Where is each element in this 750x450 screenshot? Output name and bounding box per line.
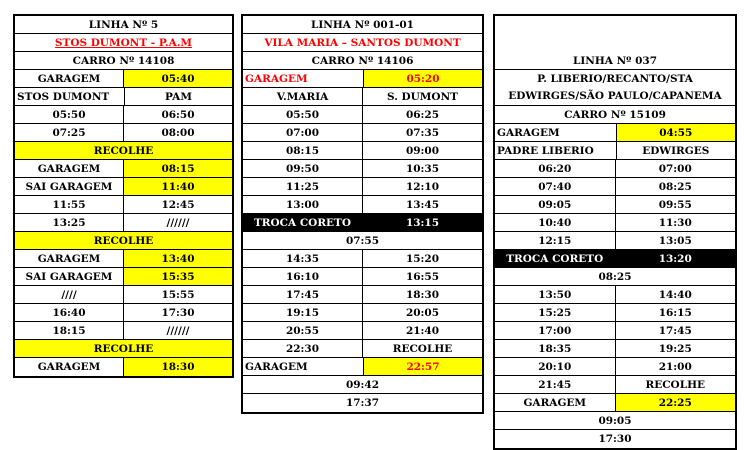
time-cell: 07:55 (345, 234, 380, 247)
garage-label: GARAGEM (497, 126, 560, 139)
time-cell: 05:50 (52, 108, 86, 121)
schedule-table-line-5 (13, 14, 234, 378)
garage-row (15, 358, 232, 376)
garage-departure-row (495, 124, 735, 142)
time-cell: 07:40 (538, 180, 572, 193)
column-header-origin: PADRE LIBERIO (497, 144, 594, 157)
table-row (243, 196, 482, 214)
garage-row (243, 358, 482, 376)
column-header-row (15, 88, 232, 106)
table-row (15, 286, 232, 304)
garage-label: GARAGEM (523, 396, 587, 409)
schedule-table-line-037 (493, 14, 737, 450)
time-cell: 21:40 (362, 322, 482, 339)
route-row (243, 34, 482, 52)
time-cell: 17:45 (615, 322, 736, 339)
table-row (243, 322, 482, 340)
garage-label: GARAGEM (245, 360, 308, 373)
troca-coreto-row (243, 214, 482, 232)
table-row (495, 340, 735, 358)
garage-time: 05:40 (123, 70, 232, 87)
car-row (15, 52, 232, 70)
table-row (495, 304, 735, 322)
column-header-destination: EDWIRGES (616, 142, 736, 159)
troca-coreto-label: TROCA CORETO (243, 214, 362, 231)
leave-garage-row (15, 268, 232, 286)
time-cell: 15:20 (362, 250, 482, 267)
table-row (15, 106, 232, 124)
time-cell: 09:55 (615, 196, 736, 213)
time-cell: //// (61, 288, 77, 301)
leave-garage-time: 11:40 (123, 178, 232, 195)
time-cell: ////// (123, 322, 232, 339)
time-cell: 11:25 (285, 180, 320, 193)
table-row (243, 286, 482, 304)
recolhe-row (15, 340, 232, 358)
time-cell: 09:00 (362, 142, 482, 159)
table-row (15, 196, 232, 214)
table-row (15, 304, 232, 322)
time-cell: 08:25 (598, 270, 632, 283)
column-header-destination: S. DUMONT (362, 88, 482, 105)
time-cell: 07:25 (52, 126, 86, 139)
table-row (495, 358, 735, 376)
table-row (495, 160, 735, 178)
troca-coreto-label: TROCA CORETO (495, 250, 615, 267)
time-cell: 21:00 (615, 358, 736, 375)
single-time-row (495, 412, 735, 430)
table-row (243, 250, 482, 268)
garage-row (495, 394, 735, 412)
column-header-destination: PAM (124, 88, 232, 105)
garage-label: GARAGEM (245, 72, 308, 85)
recolhe-label: RECOLHE (15, 340, 232, 357)
recolhe-label: RECOLHE (15, 142, 232, 159)
column-header-row (243, 88, 482, 106)
time-cell: 08:00 (123, 124, 232, 141)
car-row (243, 52, 482, 70)
table-title-row (243, 16, 482, 34)
route-name: VILA MARIA – SANTOS DUMONT (264, 36, 461, 49)
time-cell: 07:00 (615, 160, 736, 177)
table-row (15, 322, 232, 340)
troca-coreto-time: 13:15 (362, 214, 482, 231)
troca-coreto-row (495, 250, 735, 268)
time-cell: 12:10 (362, 178, 482, 195)
route-line-1: P. LIBERIO/RECANTO/STA (537, 72, 693, 85)
time-cell: 17:30 (598, 433, 632, 445)
leave-garage-time: 15:35 (123, 268, 232, 285)
time-cell: 07:35 (362, 124, 482, 141)
garage-label: GARAGEM (37, 252, 101, 265)
table-row (495, 196, 735, 214)
time-cell: 13:50 (538, 288, 572, 301)
garage-label: GARAGEM (37, 162, 101, 175)
car-number: CARRO Nº 15109 (564, 108, 666, 121)
table-row (243, 160, 482, 178)
time-cell: 13:00 (285, 198, 320, 211)
route-name: STOS DUMONT - P.A.M (54, 36, 193, 49)
recolhe-row (15, 232, 232, 250)
column-header-row (495, 142, 735, 160)
time-cell: 18:15 (52, 324, 86, 337)
time-cell: 18:35 (538, 342, 572, 355)
time-cell: 09:05 (598, 414, 632, 427)
car-number: CARRO Nº 14106 (311, 54, 414, 67)
route-row (15, 34, 232, 52)
schedule-table-line-001-01 (241, 14, 484, 414)
table-row (243, 340, 482, 358)
time-cell: 10:35 (362, 160, 482, 177)
garage-label: GARAGEM (37, 72, 101, 85)
line-title: LINHA Nº 001-01 (310, 18, 414, 31)
time-cell: 14:40 (615, 286, 736, 303)
table-row (243, 142, 482, 160)
single-time-row (243, 394, 482, 412)
table-row (243, 268, 482, 286)
time-cell: 11:30 (615, 214, 736, 231)
time-cell: 16:10 (285, 270, 320, 283)
car-row (495, 106, 735, 124)
time-cell: 20:10 (538, 360, 572, 373)
single-time-row (243, 376, 482, 394)
time-cell: 21:45 (538, 378, 572, 391)
table-row (243, 304, 482, 322)
time-cell: 18:30 (362, 286, 482, 303)
car-number: CARRO Nº 14108 (72, 54, 175, 67)
time-cell: 08:25 (615, 178, 736, 195)
time-cell: 14:35 (285, 252, 320, 265)
garage-departure-row (243, 70, 482, 88)
table-row (495, 214, 735, 232)
table-row (243, 106, 482, 124)
single-time-row (495, 268, 735, 286)
garage-time: 05:20 (363, 70, 482, 87)
time-cell: 16:55 (362, 268, 482, 285)
garage-departure-row (15, 70, 232, 88)
garage-row (15, 250, 232, 268)
column-header-origin: V.MARIA (276, 90, 329, 103)
table-row (495, 178, 735, 196)
garage-time: 18:30 (123, 358, 232, 376)
table-row (15, 124, 232, 142)
garage-time: 08:15 (123, 160, 232, 177)
time-cell: 20:55 (285, 324, 320, 337)
time-cell: 17:30 (123, 304, 232, 321)
time-cell: 20:05 (362, 304, 482, 321)
time-cell: 09:42 (345, 378, 380, 391)
leave-garage-label: SAI GARAGEM (25, 270, 113, 283)
table-row (495, 322, 735, 340)
time-cell: 19:15 (285, 306, 320, 319)
table-title-row (495, 16, 735, 70)
time-cell: 06:50 (123, 106, 232, 123)
table-row (243, 178, 482, 196)
time-cell: 15:55 (123, 286, 232, 303)
time-cell: 13:05 (615, 232, 736, 249)
line-title: LINHA Nº 037 (572, 55, 658, 67)
garage-row (15, 160, 232, 178)
table-title-row (15, 16, 232, 34)
recolhe-label: RECOLHE (15, 232, 232, 249)
table-row (243, 124, 482, 142)
garage-label: GARAGEM (37, 361, 101, 373)
table-row (495, 376, 735, 394)
time-cell: 15:25 (538, 306, 572, 319)
leave-garage-label: SAI GARAGEM (25, 180, 113, 193)
column-header-origin: STOS DUMONT (17, 90, 110, 103)
garage-time: 13:40 (123, 250, 232, 267)
table-row (495, 286, 735, 304)
recolhe-label: RECOLHE (615, 376, 736, 393)
single-time-row (495, 430, 735, 448)
time-cell: 12:45 (123, 196, 232, 213)
time-cell: 19:25 (615, 340, 736, 357)
route-line-2: EDWIRGES/SÃO PAULO/CAPANEMA (508, 89, 722, 102)
leave-garage-row (15, 178, 232, 196)
recolhe-row (15, 142, 232, 160)
time-cell: 22:30 (285, 342, 320, 355)
line-title: LINHA Nº 5 (88, 18, 159, 31)
time-cell: 16:40 (52, 306, 86, 319)
time-cell: 17:00 (538, 324, 572, 337)
garage-time: 22:57 (363, 358, 482, 375)
recolhe-label: RECOLHE (362, 340, 482, 357)
table-row (495, 232, 735, 250)
time-cell: 07:00 (285, 126, 320, 139)
time-cell: 10:40 (538, 216, 572, 229)
time-cell: 12:15 (538, 234, 572, 247)
time-cell: 05:50 (285, 108, 320, 121)
time-cell: 06:25 (362, 106, 482, 123)
time-cell: 17:37 (345, 397, 380, 409)
table-row (15, 214, 232, 232)
garage-time: 04:55 (616, 124, 736, 141)
time-cell: 08:15 (285, 144, 320, 157)
route-name (495, 70, 735, 105)
time-cell: 17:45 (285, 288, 320, 301)
time-cell: 16:15 (615, 304, 736, 321)
garage-time: 22:25 (615, 394, 736, 411)
time-cell: 11:55 (52, 198, 86, 211)
time-cell: ////// (123, 214, 232, 231)
single-time-row (243, 232, 482, 250)
time-cell: 06:20 (538, 162, 572, 175)
route-row (495, 70, 735, 106)
time-cell: 09:05 (538, 198, 572, 211)
time-cell: 13:45 (362, 196, 482, 213)
troca-coreto-time: 13:20 (615, 250, 736, 267)
time-cell: 09:50 (285, 162, 320, 175)
time-cell: 13:25 (52, 216, 86, 229)
